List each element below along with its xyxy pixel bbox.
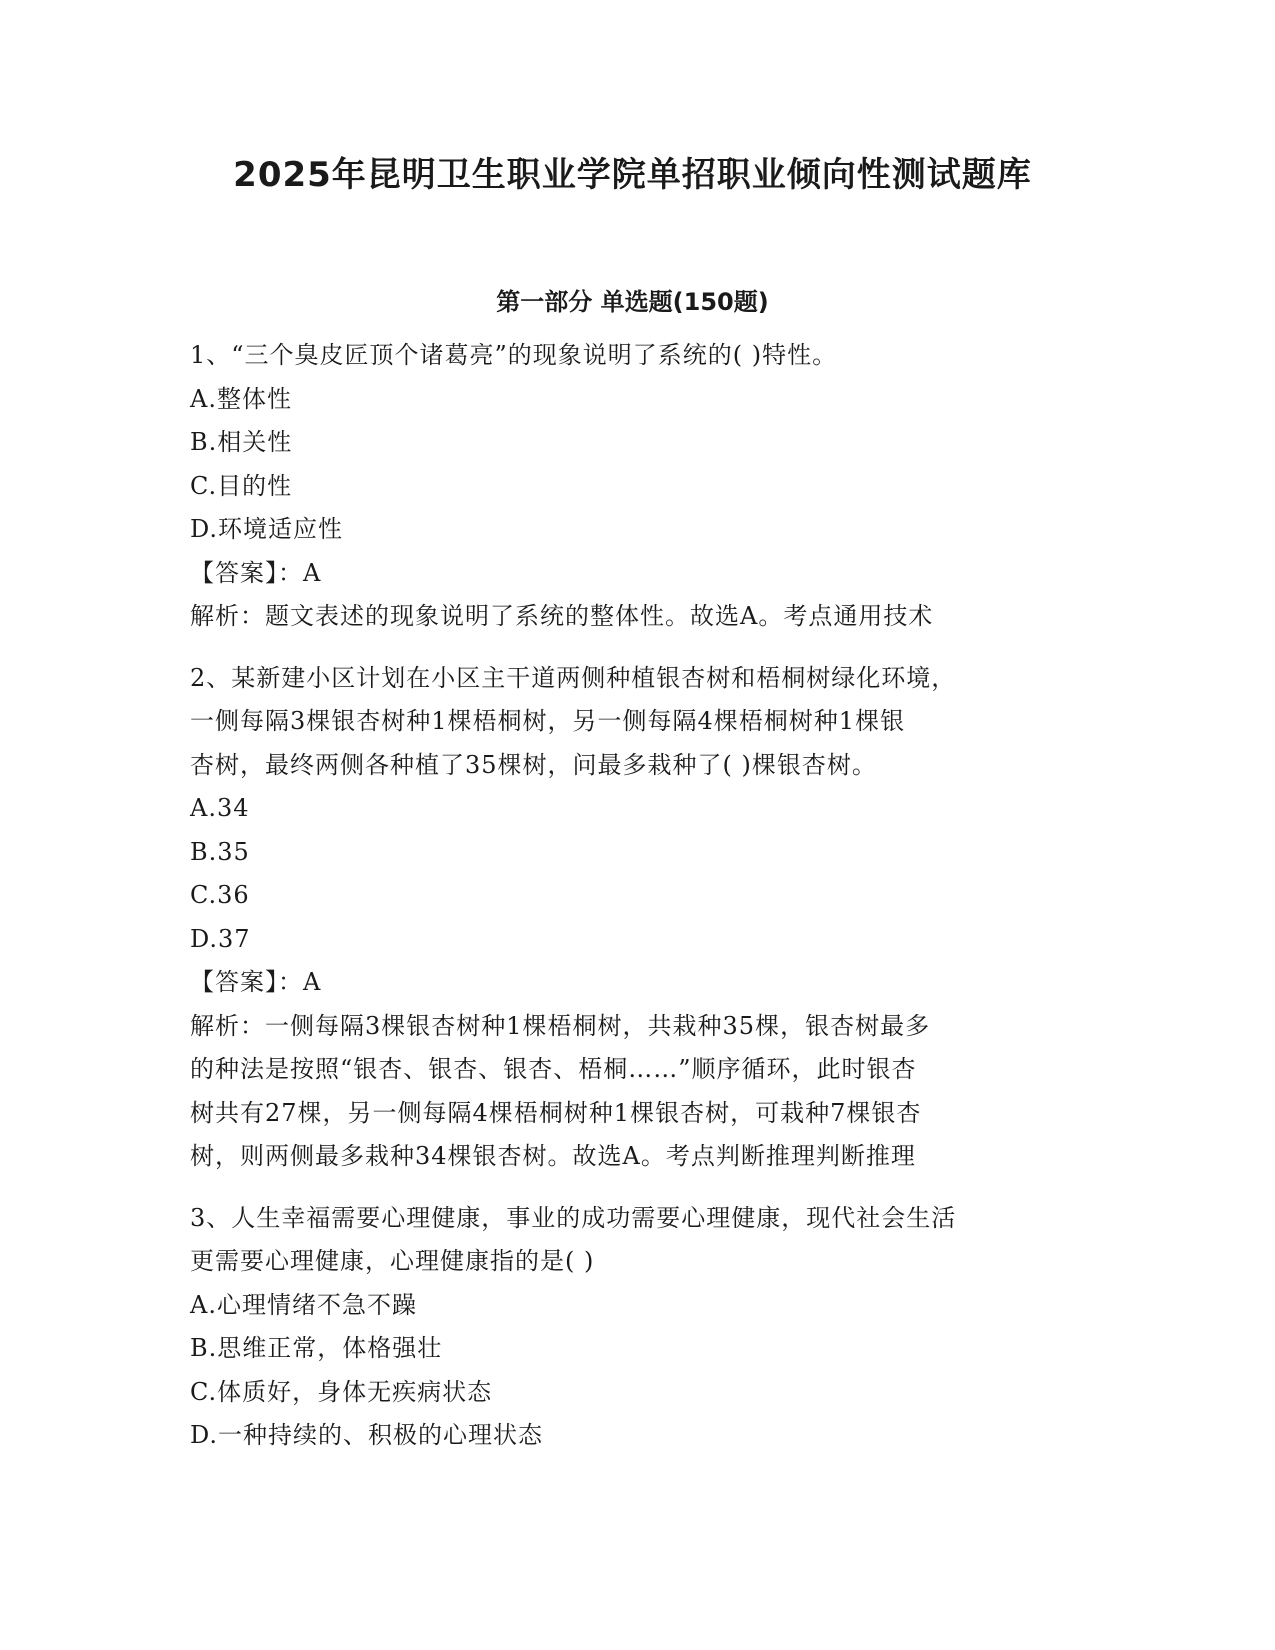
question-3 (190, 1197, 1075, 1458)
answer: 【答案】：A (190, 968, 322, 996)
question-1 (190, 334, 1075, 639)
option-d: D.环境适应性 (190, 515, 344, 543)
option-a: A.心理情绪不急不躁 (190, 1290, 417, 1319)
option-b: B.35 (190, 837, 250, 866)
option-a: A.整体性 (190, 384, 292, 413)
question-stem: 2、某新建小区计划在小区主干道两侧种植银杏树和梧桐树绿化环境， (190, 663, 957, 692)
section-title: 第一部分 单选题(150题) (496, 288, 769, 316)
option-d: D.37 (190, 924, 251, 953)
question-stem: 更需要心理健康，心理健康指的是( ) (190, 1247, 595, 1275)
option-c: C.36 (190, 881, 250, 909)
answer: 【答案】：A (190, 558, 322, 587)
option-b: B.思维正常，体格强壮 (190, 1334, 443, 1362)
document-title: 2025年昆明卫生职业学院单招职业倾向性测试题库 (233, 155, 1032, 195)
option-d: D.一种持续的、积极的心理状态 (190, 1421, 544, 1449)
question-stem: 3、人生幸福需要心理健康，事业的成功需要心理健康，现代社会生活 (190, 1203, 957, 1232)
option-a: A.34 (190, 794, 250, 822)
analysis: 解析：一侧每隔3棵银杏树种1棵梧桐树，共栽种35棵，银杏树最多 (190, 1011, 931, 1040)
question-2 (190, 657, 1075, 1179)
option-c: C.目的性 (190, 471, 293, 500)
option-b: B.相关性 (190, 428, 293, 456)
question-stem: 一侧每隔3棵银杏树种1棵梧桐树，另一侧每隔4棵梧桐树种1棵银 (190, 707, 906, 735)
analysis: 树共有27棵，另一侧每隔4棵梧桐树种1棵银杏树，可栽种7棵银杏 (190, 1098, 922, 1127)
question-stem: 杏树，最终两侧各种植了35棵树，问最多栽种了( )棵银杏树。 (190, 750, 877, 779)
analysis: 的种法是按照“银杏、银杏、银杏、梧桐……”顺序循环，此时银杏 (190, 1055, 917, 1083)
analysis: 树，则两侧最多栽种34棵银杏树。故选A。考点判断推理判断推理 (190, 1142, 916, 1170)
analysis: 解析：题文表述的现象说明了系统的整体性。故选A。考点通用技术 (190, 602, 934, 630)
option-c: C.体质好，身体无疾病状态 (190, 1377, 493, 1406)
question-stem: 1、“三个臭皮匠顶个诸葛亮”的现象说明了系统的( )特性。 (190, 341, 838, 369)
